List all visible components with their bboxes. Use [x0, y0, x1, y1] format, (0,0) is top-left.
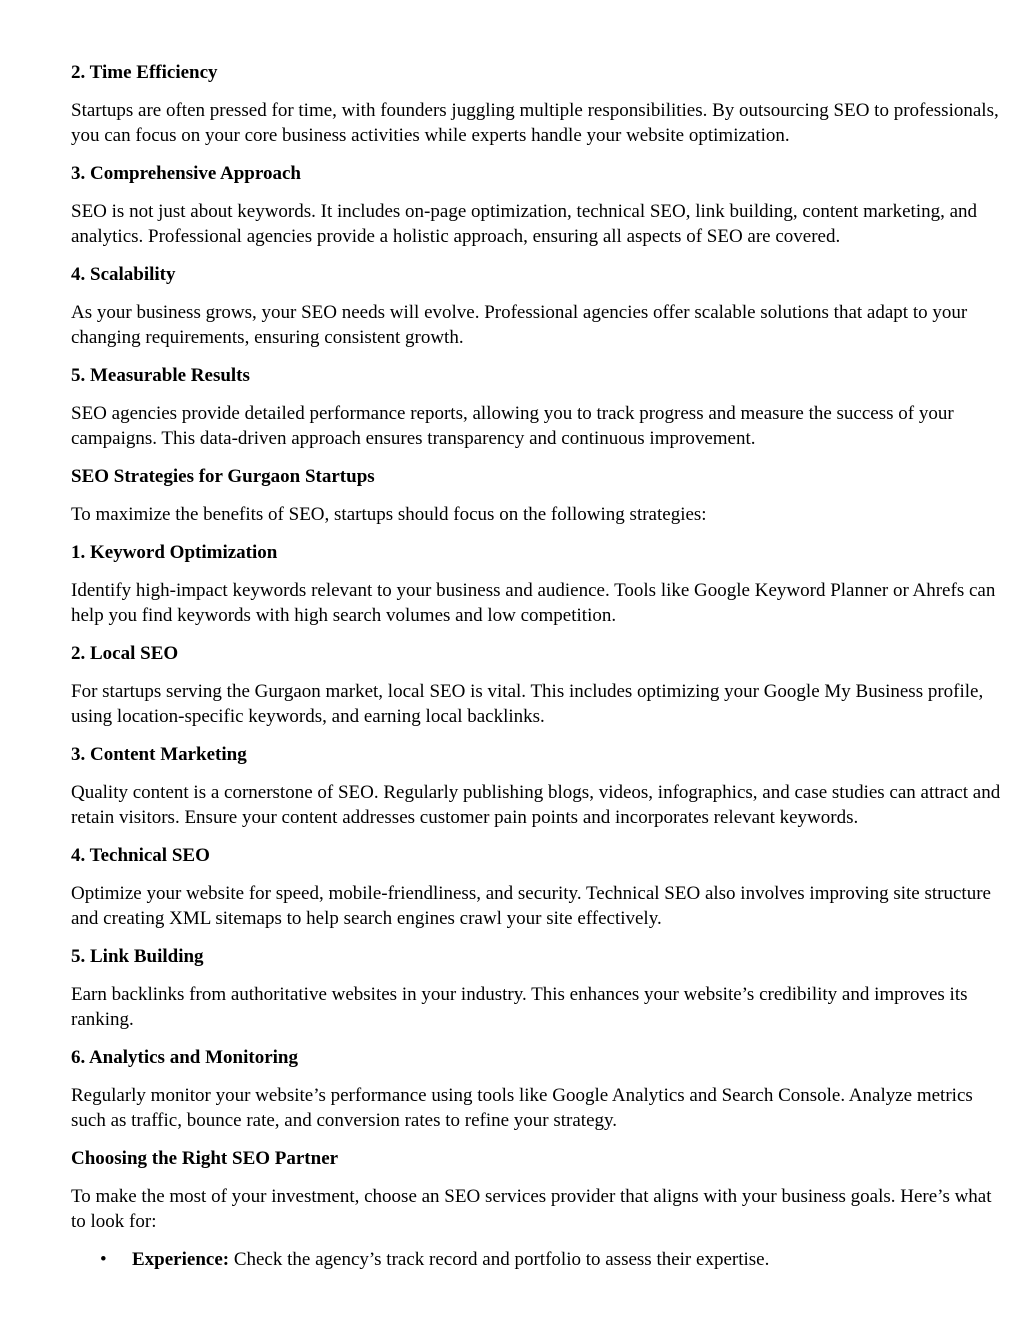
paragraph-analytics-monitoring: Regularly monitor your website’s performance using tools like Google Analytics and Search Console. Analyze metrics such as traffic, bounce rate, and conversion rates to refine your strategy. [71, 1085, 973, 1131]
document-body [71, 60, 1006, 1272]
heading-content-marketing: 3. Content Marketing [71, 744, 247, 765]
paragraph-scalability: As your business grows, your SEO needs will evolve. Professional agencies offer scalable solutions that adapt to your changing requirements, ensuring consistent growth. [71, 302, 968, 348]
heading-time-efficiency: 2. Time Efficiency [71, 62, 218, 83]
heading-analytics-monitoring: 6. Analytics and Monitoring [71, 1047, 298, 1068]
list-item [71, 1247, 1006, 1272]
heading-seo-strategies: SEO Strategies for Gurgaon Startups [71, 466, 375, 487]
heading-measurable-results: 5. Measurable Results [71, 365, 250, 386]
paragraph-link-building: Earn backlinks from authoritative websites in your industry. This enhances your website’s credibility and improves its ranking. [71, 984, 968, 1030]
paragraph-seo-strategies: To maximize the benefits of SEO, startups should focus on the following strategies: [71, 504, 707, 525]
bullet-icon: • [100, 1249, 107, 1270]
heading-comprehensive-approach: 3. Comprehensive Approach [71, 163, 301, 184]
paragraph-comprehensive-approach: SEO is not just about keywords. It includes on-page optimization, technical SEO, link building, content marketing, and analytics. Professional agencies provide a holistic approach, ensuring all aspects of SEO are covered. [71, 201, 978, 247]
list-item-text: Check the agency’s track record and portfolio to assess their expertise. [229, 1249, 770, 1270]
paragraph-keyword-optimization: Identify high-impact keywords relevant to your business and audience. Tools like Google Keyword Planner or Ahrefs can help you find keywords with high search volumes and low competition. [71, 580, 996, 626]
heading-choosing-partner: Choosing the Right SEO Partner [71, 1148, 339, 1169]
paragraph-local-seo: For startups serving the Gurgaon market, local SEO is vital. This includes optimizing your Google My Business profile, using location-specific keywords, and earning local backlinks. [71, 681, 984, 727]
paragraph-choosing-partner: To make the most of your investment, choose an SEO services provider that aligns with your business goals. Here’s what to look for: [71, 1186, 992, 1232]
heading-technical-seo: 4. Technical SEO [71, 845, 210, 866]
heading-link-building: 5. Link Building [71, 946, 204, 967]
list-item-label: Experience: [132, 1249, 230, 1270]
heading-scalability: 4. Scalability [71, 264, 176, 285]
heading-keyword-optimization: 1. Keyword Optimization [71, 542, 278, 563]
paragraph-measurable-results: SEO agencies provide detailed performance reports, allowing you to track progress and measure the success of your campaigns. This data-driven approach ensures transparency and continuous improvement. [71, 403, 954, 449]
paragraph-time-efficiency: Startups are often pressed for time, with founders juggling multiple responsibilities. By outsourcing SEO to professionals, you can focus on your core business activities while experts handle your website optimization. [71, 100, 999, 146]
paragraph-content-marketing: Quality content is a cornerstone of SEO. Regularly publishing blogs, videos, infographics, and case studies can attract and retain visitors. Ensure your content addresses customer pain points and incorporates relevant keywords. [71, 782, 1001, 828]
heading-local-seo: 2. Local SEO [71, 643, 179, 664]
criteria-list [71, 1247, 1006, 1272]
paragraph-technical-seo: Optimize your website for speed, mobile-friendliness, and security. Technical SEO also involves improving site structure and creating XML sitemaps to help search engines crawl your site effectively. [71, 883, 991, 929]
